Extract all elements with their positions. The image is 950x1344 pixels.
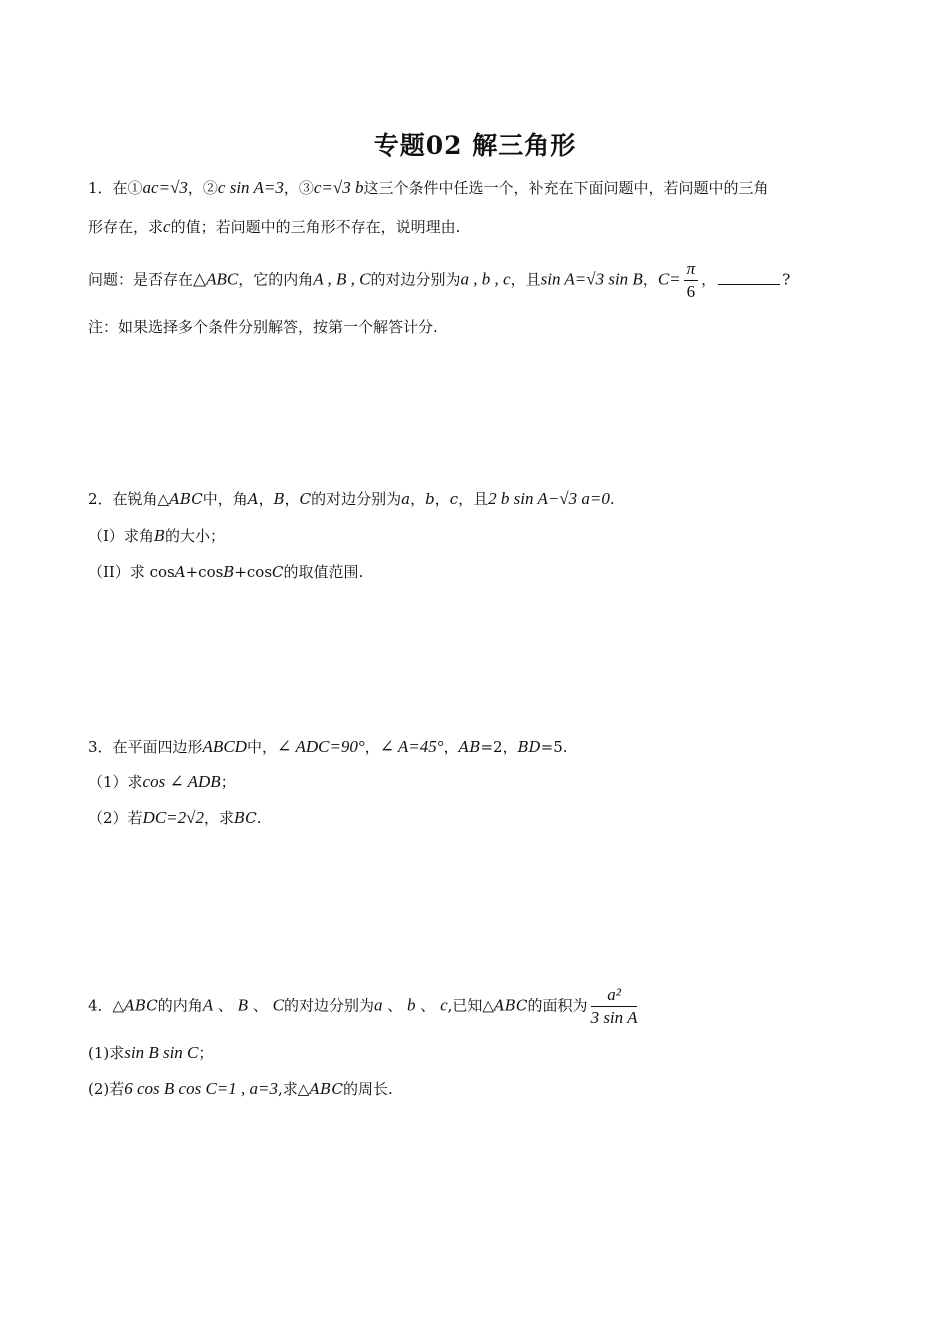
q3-a: 3．在平面四边形	[88, 738, 203, 756]
q4-p2-b: ,求△	[278, 1080, 310, 1098]
q1-angles: A , B , C	[313, 269, 371, 289]
q4-c: 的对边分别为	[283, 996, 374, 1015]
answer-blank[interactable]	[718, 270, 780, 285]
q4-y: b	[407, 995, 416, 1015]
q1-var-c: c	[163, 217, 171, 236]
q3-angle-adc: ∠ ADC=90°	[276, 737, 365, 756]
q1-line2-b: 的值；若问题中的三角形不存在，说明理由.	[170, 218, 461, 236]
q1-line3-c: 的对边分别为	[370, 270, 461, 289]
q3-v2: =5.	[540, 738, 568, 756]
q2-p2-c: +cos	[234, 563, 273, 581]
q2-p1-a: （I）求角	[88, 527, 154, 545]
q1-line3	[88, 258, 790, 303]
q2-end: .	[609, 490, 615, 508]
q2-b: 中，角	[202, 490, 248, 508]
q4-s1: 、	[213, 996, 238, 1015]
q1-line3-end: ?	[782, 270, 791, 289]
q1-line1	[88, 177, 769, 199]
q3-p1-a: （1）求	[88, 773, 143, 791]
q3-p2-b: ，求	[203, 809, 234, 827]
q3-bd: BD	[517, 738, 541, 756]
q2-p2-d: 的取值范围.	[283, 563, 364, 581]
q2-z: c	[449, 490, 459, 508]
q2-p2-a: （II）求 cos	[88, 563, 175, 581]
q4-z: c	[440, 995, 448, 1015]
q4-abc: ABC	[124, 996, 158, 1015]
q4-C: C	[272, 995, 284, 1015]
q1-note: 注：如果选择多个条件分别解答，按第一个解答计分.	[88, 318, 438, 336]
q4-b: 的内角	[157, 996, 203, 1015]
q1-sep1: ，②	[187, 179, 218, 197]
q4-A: A	[202, 995, 214, 1015]
q1-condition-2: c sin A=3	[217, 178, 284, 197]
q2-y: b	[425, 490, 435, 508]
q1-line3-a: 问题：是否存在	[88, 270, 194, 289]
page-title: 专题02 解三角形	[373, 131, 577, 160]
q4-line1	[88, 984, 640, 1029]
q1-line2-a: 形存在，求	[88, 218, 164, 236]
q3-p1-b: ；	[220, 773, 236, 791]
q3-p1-math: cos ∠ ADB	[142, 772, 221, 791]
q1-condition-1: ac=√3	[142, 178, 188, 197]
q2-d: ，且	[458, 490, 489, 508]
q2-p2-C: C	[272, 563, 284, 581]
q4-p1-a: (1)求	[88, 1044, 125, 1062]
q3-part1	[88, 771, 236, 793]
q4-e: 的面积为	[527, 996, 588, 1015]
q4-d: ,已知△	[447, 996, 494, 1015]
q4-s3: 、	[382, 996, 408, 1015]
q2-abc: ABC	[169, 490, 203, 508]
q4-p2-a: (2)若	[88, 1080, 125, 1098]
frac-denominator: 3 sin A	[590, 1008, 638, 1027]
q1-line3-f: ，	[701, 270, 717, 289]
q2-x: a	[401, 490, 411, 508]
q4-p2-math: 6 cos B cos C=1 , a=3	[124, 1079, 278, 1098]
frac-denominator: 6	[686, 282, 696, 301]
q4-p1-b: ；	[198, 1044, 214, 1062]
q2-equation: 2 b sin A−√3 a=0	[488, 489, 610, 508]
q1-triangle: △ABC	[193, 269, 239, 289]
q3-part2	[88, 807, 262, 829]
q2-part1	[88, 525, 225, 547]
q2-s4: ，	[434, 490, 450, 508]
q4-part2	[88, 1078, 393, 1100]
q3-s2: ，	[443, 738, 459, 756]
q1-sep2: ，③	[283, 179, 314, 197]
q2-line1	[88, 488, 615, 510]
q1-line2	[88, 216, 460, 238]
q4-part1	[88, 1042, 213, 1064]
q2-p1-B: B	[153, 527, 165, 545]
q3-v1: =2，	[480, 738, 518, 756]
q2-C: C	[299, 490, 312, 508]
frac-numerator: π	[684, 258, 699, 281]
q2-c: 的对边分别为	[311, 490, 402, 508]
q4-a: 4．△	[88, 996, 125, 1015]
q1-C-equals: C=	[657, 269, 681, 289]
q3-p2-a: （2）若	[88, 809, 143, 827]
q3-p2-math: DC=2√2	[142, 808, 204, 827]
q4-B: B	[237, 995, 249, 1015]
q2-p1-b: 的大小；	[164, 527, 225, 545]
q4-area-fraction	[591, 984, 638, 1029]
q3-abcd: ABCD	[202, 737, 247, 756]
q3-ab: AB	[458, 738, 481, 756]
q2-a: 2．在锐角△	[88, 490, 170, 508]
q2-part2	[88, 561, 363, 583]
q4-s4: 、	[415, 996, 441, 1015]
q3-p2-c: .	[256, 809, 262, 827]
q1-number: 1．在①	[88, 179, 143, 197]
q4-p1-math: sin B sin C	[124, 1043, 199, 1062]
q2-B: B	[273, 490, 285, 508]
q1-line3-d: ，且	[510, 270, 541, 289]
q3-s1: ，	[364, 738, 380, 756]
q3-angle-a: ∠ A=45°	[379, 737, 444, 756]
q1-line3-e: ，	[642, 270, 658, 289]
q1-condition-3: c=√3 b	[313, 178, 364, 197]
q4-p2-abc: ABC	[309, 1080, 343, 1098]
q2-s3: ，	[410, 490, 426, 508]
q4-x: a	[373, 995, 383, 1015]
q2-p2-B: B	[223, 563, 235, 581]
q2-s1: ，	[258, 490, 274, 508]
q4-s2: 、	[248, 996, 273, 1015]
q1-line3-b: ，它的内角	[238, 270, 314, 289]
q1-condition: sin A=√3 sin B	[540, 269, 643, 289]
q2-p2-b: +cos	[185, 563, 224, 581]
q4-abc2: ABC	[493, 996, 528, 1015]
q1-sides: a , b , c	[460, 269, 511, 289]
q3-b: 中，	[246, 738, 277, 756]
q1-pi-over-6	[684, 258, 699, 303]
q2-p2-A: A	[174, 563, 186, 581]
q2-s2: ，	[284, 490, 300, 508]
q1-line1-rest: 这三个条件中任选一个，补充在下面问题中，若问题中的三角	[363, 179, 769, 197]
q2-A: A	[247, 490, 259, 508]
frac-numerator: a²	[591, 984, 638, 1007]
q3-p2-bc: BC	[233, 809, 257, 827]
q4-p2-c: 的周长.	[342, 1080, 393, 1098]
q3-line1	[88, 736, 568, 758]
